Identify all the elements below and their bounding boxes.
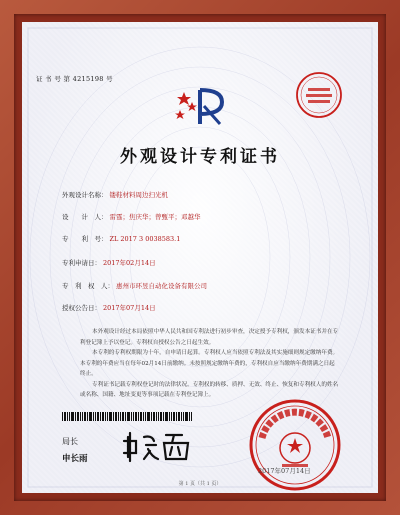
field-value: 镂鞋材料周边扫光机	[109, 191, 168, 199]
field-label: 设 计 人：	[62, 213, 108, 221]
patent-office-emblem-icon	[170, 84, 230, 130]
field-value: 2017年02月14日	[103, 259, 156, 267]
chief-name: 申长雨	[62, 454, 88, 464]
certificate-paper	[22, 22, 378, 493]
certificate-body	[80, 327, 340, 401]
agency-seal-icon	[294, 70, 344, 120]
body-paragraph: 本专利的专利权期限为十年，自申请日起算。专利权人应当依照专利法及其实施细则规定缴纳年费。本专利的年费应当在每年02月14日前缴纳。未按照规定缴纳年费的，专利权自应当缴纳年费期满之日起终止。	[80, 350, 339, 377]
field-label: 专 利 权 人：	[62, 282, 114, 290]
signature-icon	[122, 427, 202, 467]
field-value: 2017年07月14日	[103, 304, 156, 312]
field-label: 授权公告日：	[62, 304, 101, 312]
national-ip-office-seal-icon	[248, 398, 342, 492]
chief-title: 局长	[62, 437, 78, 446]
field-label: 外观设计名称：	[62, 191, 108, 199]
field-label: 专 利 号：	[62, 235, 108, 243]
field-application-date	[62, 258, 156, 267]
field-value: 惠州市环昱自动化设备有限公司	[116, 282, 207, 290]
certificate-title: 外观设计专利证书	[120, 147, 280, 167]
body-paragraph: 专利证书记载专利权登记时的法律状况。专利权的转移、质押、无效、终止、恢复和专利权人的姓名或名称、国籍、地址变更等事项记载在专利登记簿上。	[80, 381, 339, 398]
field-label: 专利申请日：	[62, 259, 101, 267]
field-value: 雷霆；焦庆华；曾甄平；邓越华	[109, 213, 201, 221]
seal-date: 2017年07月14日	[258, 467, 311, 475]
body-paragraph: 本外观设计经过本局依照中华人民共和国专利法进行初步审查，决定授予专利权，颁发本证书并在专利登记簿上予以登记。专利权自授权公告之日起生效。	[80, 329, 339, 346]
field-value: ZL 2017 3 0038583.1	[109, 235, 181, 243]
field-patent-number	[62, 234, 180, 243]
certificate-number: 证 书 号 第 4215198 号	[36, 75, 113, 83]
field-publication-date	[62, 303, 156, 312]
field-designers	[62, 212, 201, 221]
field-patentee	[62, 281, 207, 290]
field-design-name	[62, 190, 168, 199]
page-number: 第 1 页（共 1 页）	[178, 481, 222, 487]
barcode-icon	[62, 412, 192, 421]
